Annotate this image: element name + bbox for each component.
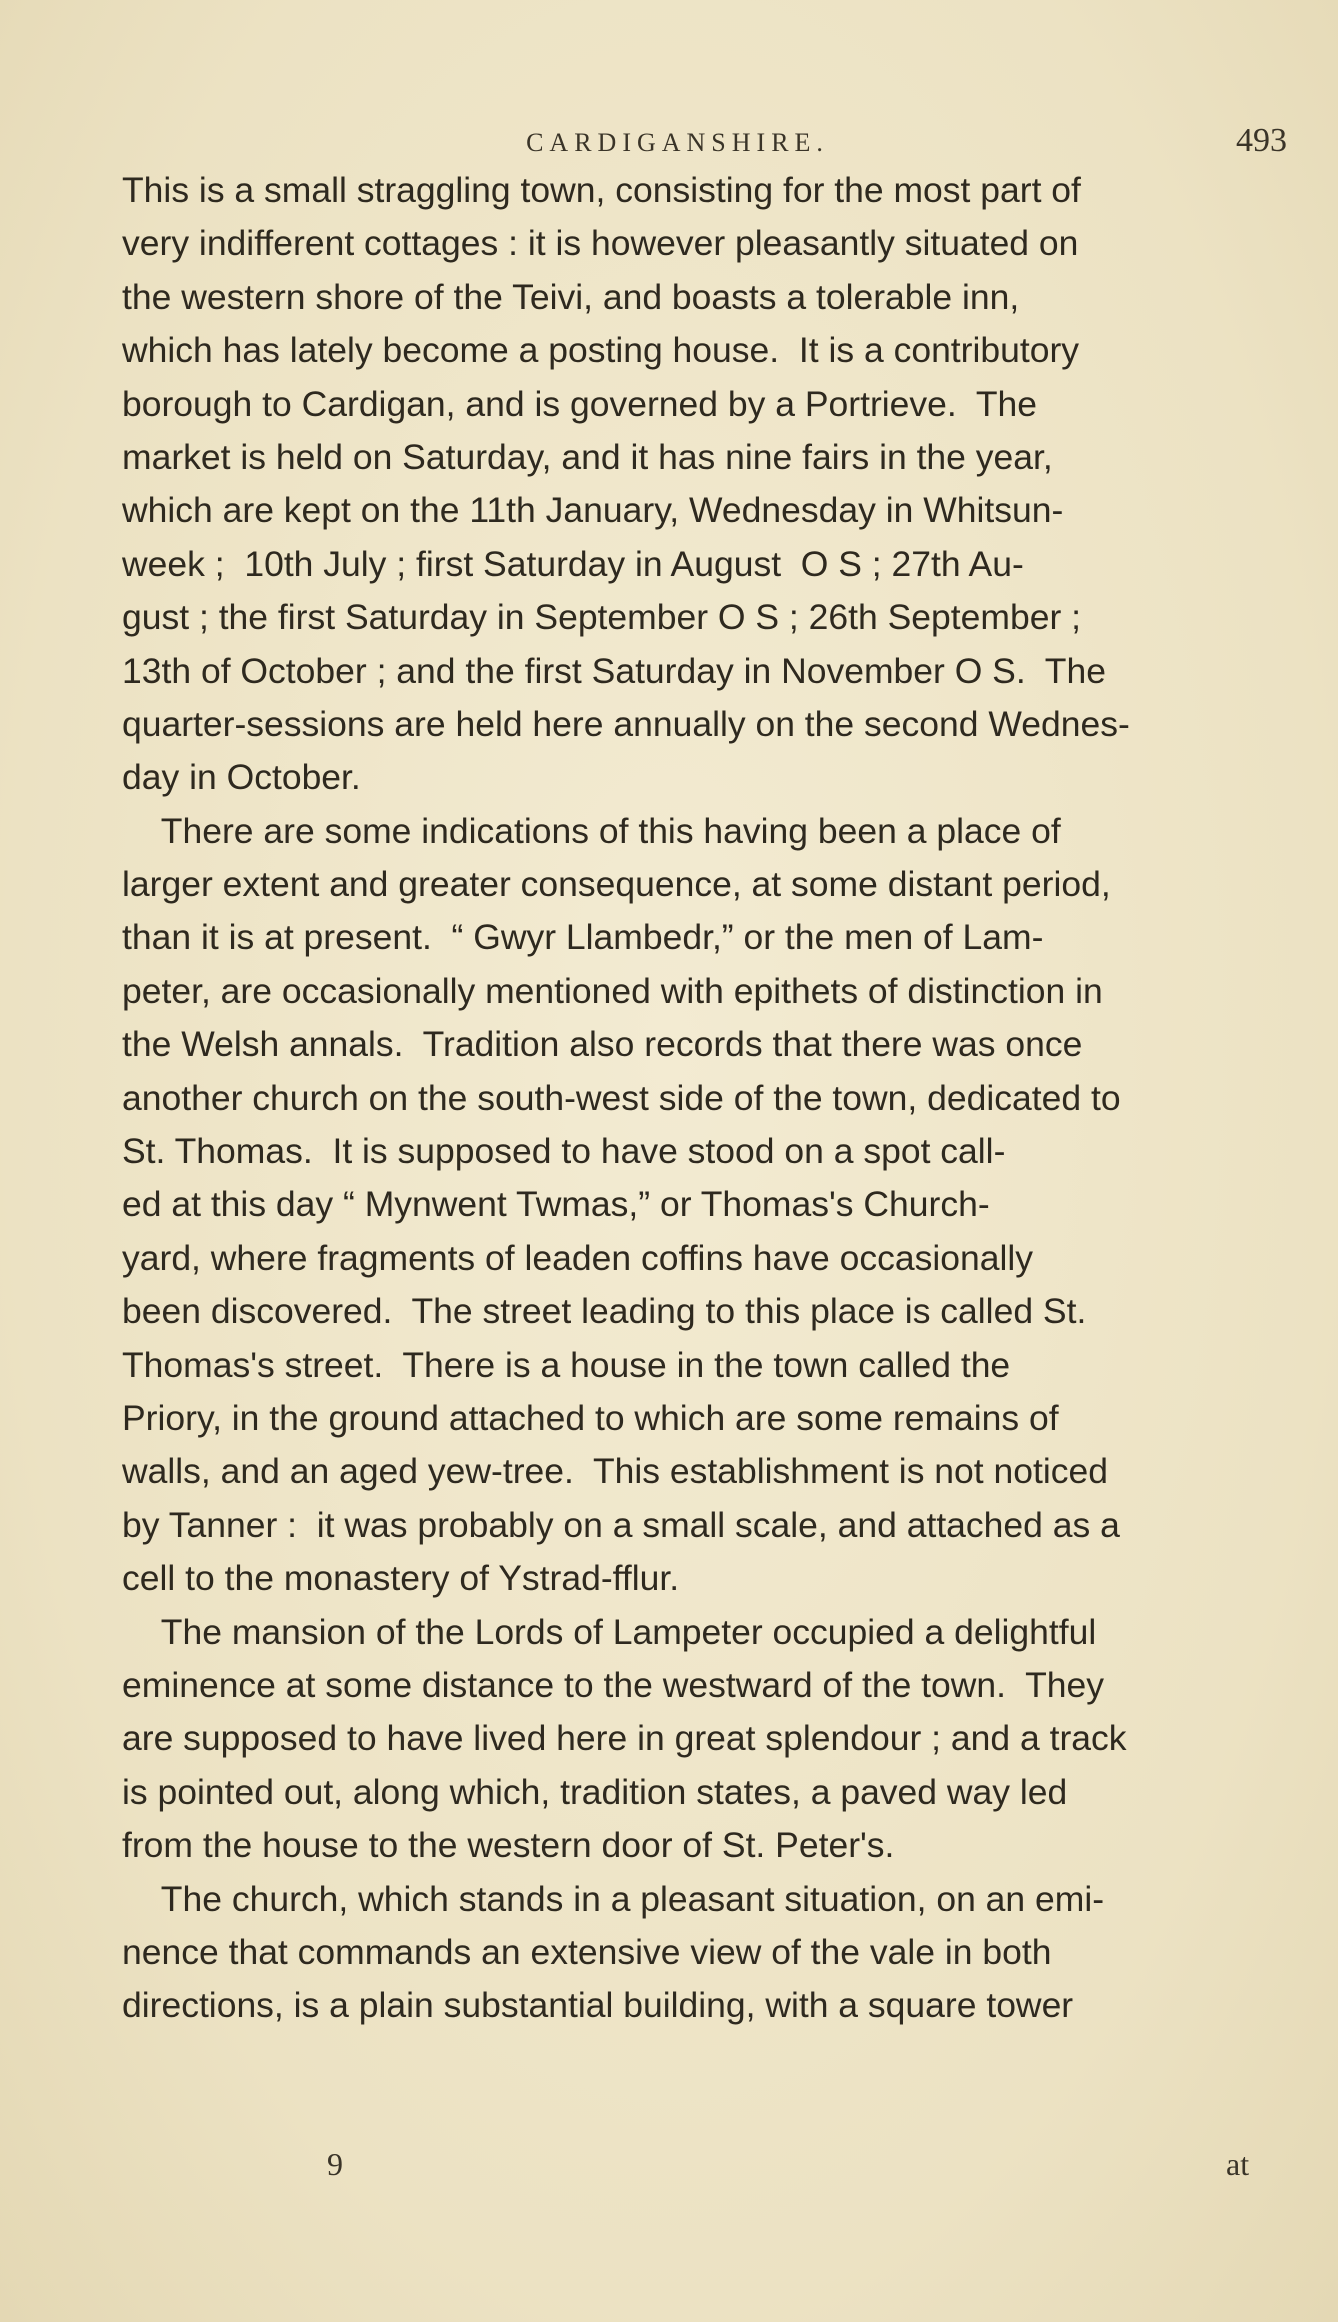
text-line: directions, is a plain substantial building, with a square tower: [122, 1985, 1074, 2026]
text-line: This is a small straggling town, consisting for the most part of: [122, 170, 1081, 210]
body-text: [122, 164, 1262, 2033]
text-line: than it is at present. “ Gwyr Llambedr,” or the men of Lam-: [122, 917, 1044, 958]
text-line: been discovered. The street leading to this place is called St.: [122, 1291, 1087, 1332]
text-line: the Welsh annals. Tradition also records that there was once: [122, 1024, 1083, 1065]
page-number: 493: [1236, 122, 1287, 159]
text-line: are supposed to have lived here in great splendour ; and a track: [122, 1718, 1127, 1759]
text-line: eminence at some distance to the westward of the town. They: [122, 1664, 1105, 1705]
text-line: market is held on Saturday, and it has nine fairs in the year,: [122, 436, 1053, 477]
text-line: larger extent and greater consequence, at some distant period,: [122, 864, 1111, 905]
text-line: from the house to the western door of St. Peter's.: [122, 1825, 895, 1866]
catchword: at: [1226, 2146, 1250, 2182]
running-title: CARDIGANSHIRE.: [526, 128, 829, 157]
text-line: walls, and an aged yew-tree. This establishment is not noticed: [122, 1451, 1108, 1492]
text-line: which has lately become a posting house. It is a contributory: [122, 330, 1080, 371]
page-footer: [122, 2146, 1262, 2196]
text-line: cell to the monastery of Ystrad-fflur.: [122, 1558, 680, 1599]
text-line: nence that commands an extensive view of the vale in both: [122, 1931, 1052, 1972]
text-line: borough to Cardigan, and is governed by a Portrieve. The: [122, 383, 1038, 424]
text-line: the western shore of the Teivi, and boasts a tolerable inn,: [122, 276, 1020, 317]
text-line: gust ; the first Saturday in September O S ; 26th September ;: [122, 597, 1081, 638]
text-line: There are some indications of this having been a place of: [122, 810, 1061, 851]
text-line: Priory, in the ground attached to which are some remains of: [122, 1397, 1059, 1438]
text-line: quarter-sessions are held here annually on the second Wednes-: [122, 703, 1130, 744]
text-line: by Tanner : it was probably on a small scale, and attached as a: [122, 1504, 1120, 1545]
signature-mark: 9: [327, 2146, 343, 2182]
text-line: which are kept on the 11th January, Wednesday in Whitsun-: [122, 490, 1064, 531]
text-line: another church on the south-west side of the town, dedicated to: [122, 1077, 1121, 1118]
text-line: St. Thomas. It is supposed to have stood on a spot call-: [122, 1131, 1006, 1172]
text-line: very indifferent cottages : it is however pleasantly situated on: [122, 223, 1079, 264]
text-line: is pointed out, along which, tradition states, a paved way led: [122, 1771, 1068, 1812]
text-line: week ; 10th July ; first Saturday in August O S ; 27th Au-: [122, 543, 1024, 584]
text-line: yard, where fragments of leaden coffins have occasionally: [122, 1237, 1034, 1278]
text-line: The church, which stands in a pleasant situation, on an emi-: [122, 1878, 1105, 1919]
text-line: day in October.: [122, 757, 361, 798]
text-line: peter, are occasionally mentioned with epithets of distinction in: [122, 970, 1103, 1011]
text-line: The mansion of the Lords of Lampeter occupied a delightful: [122, 1611, 1097, 1652]
text-line: ed at this day “ Mynwent Twmas,” or Thomas's Church-: [122, 1184, 990, 1225]
text-line: 13th of October ; and the first Saturday in November O S. The: [122, 650, 1106, 691]
text-line: Thomas's street. There is a house in the town called the: [122, 1344, 1011, 1385]
